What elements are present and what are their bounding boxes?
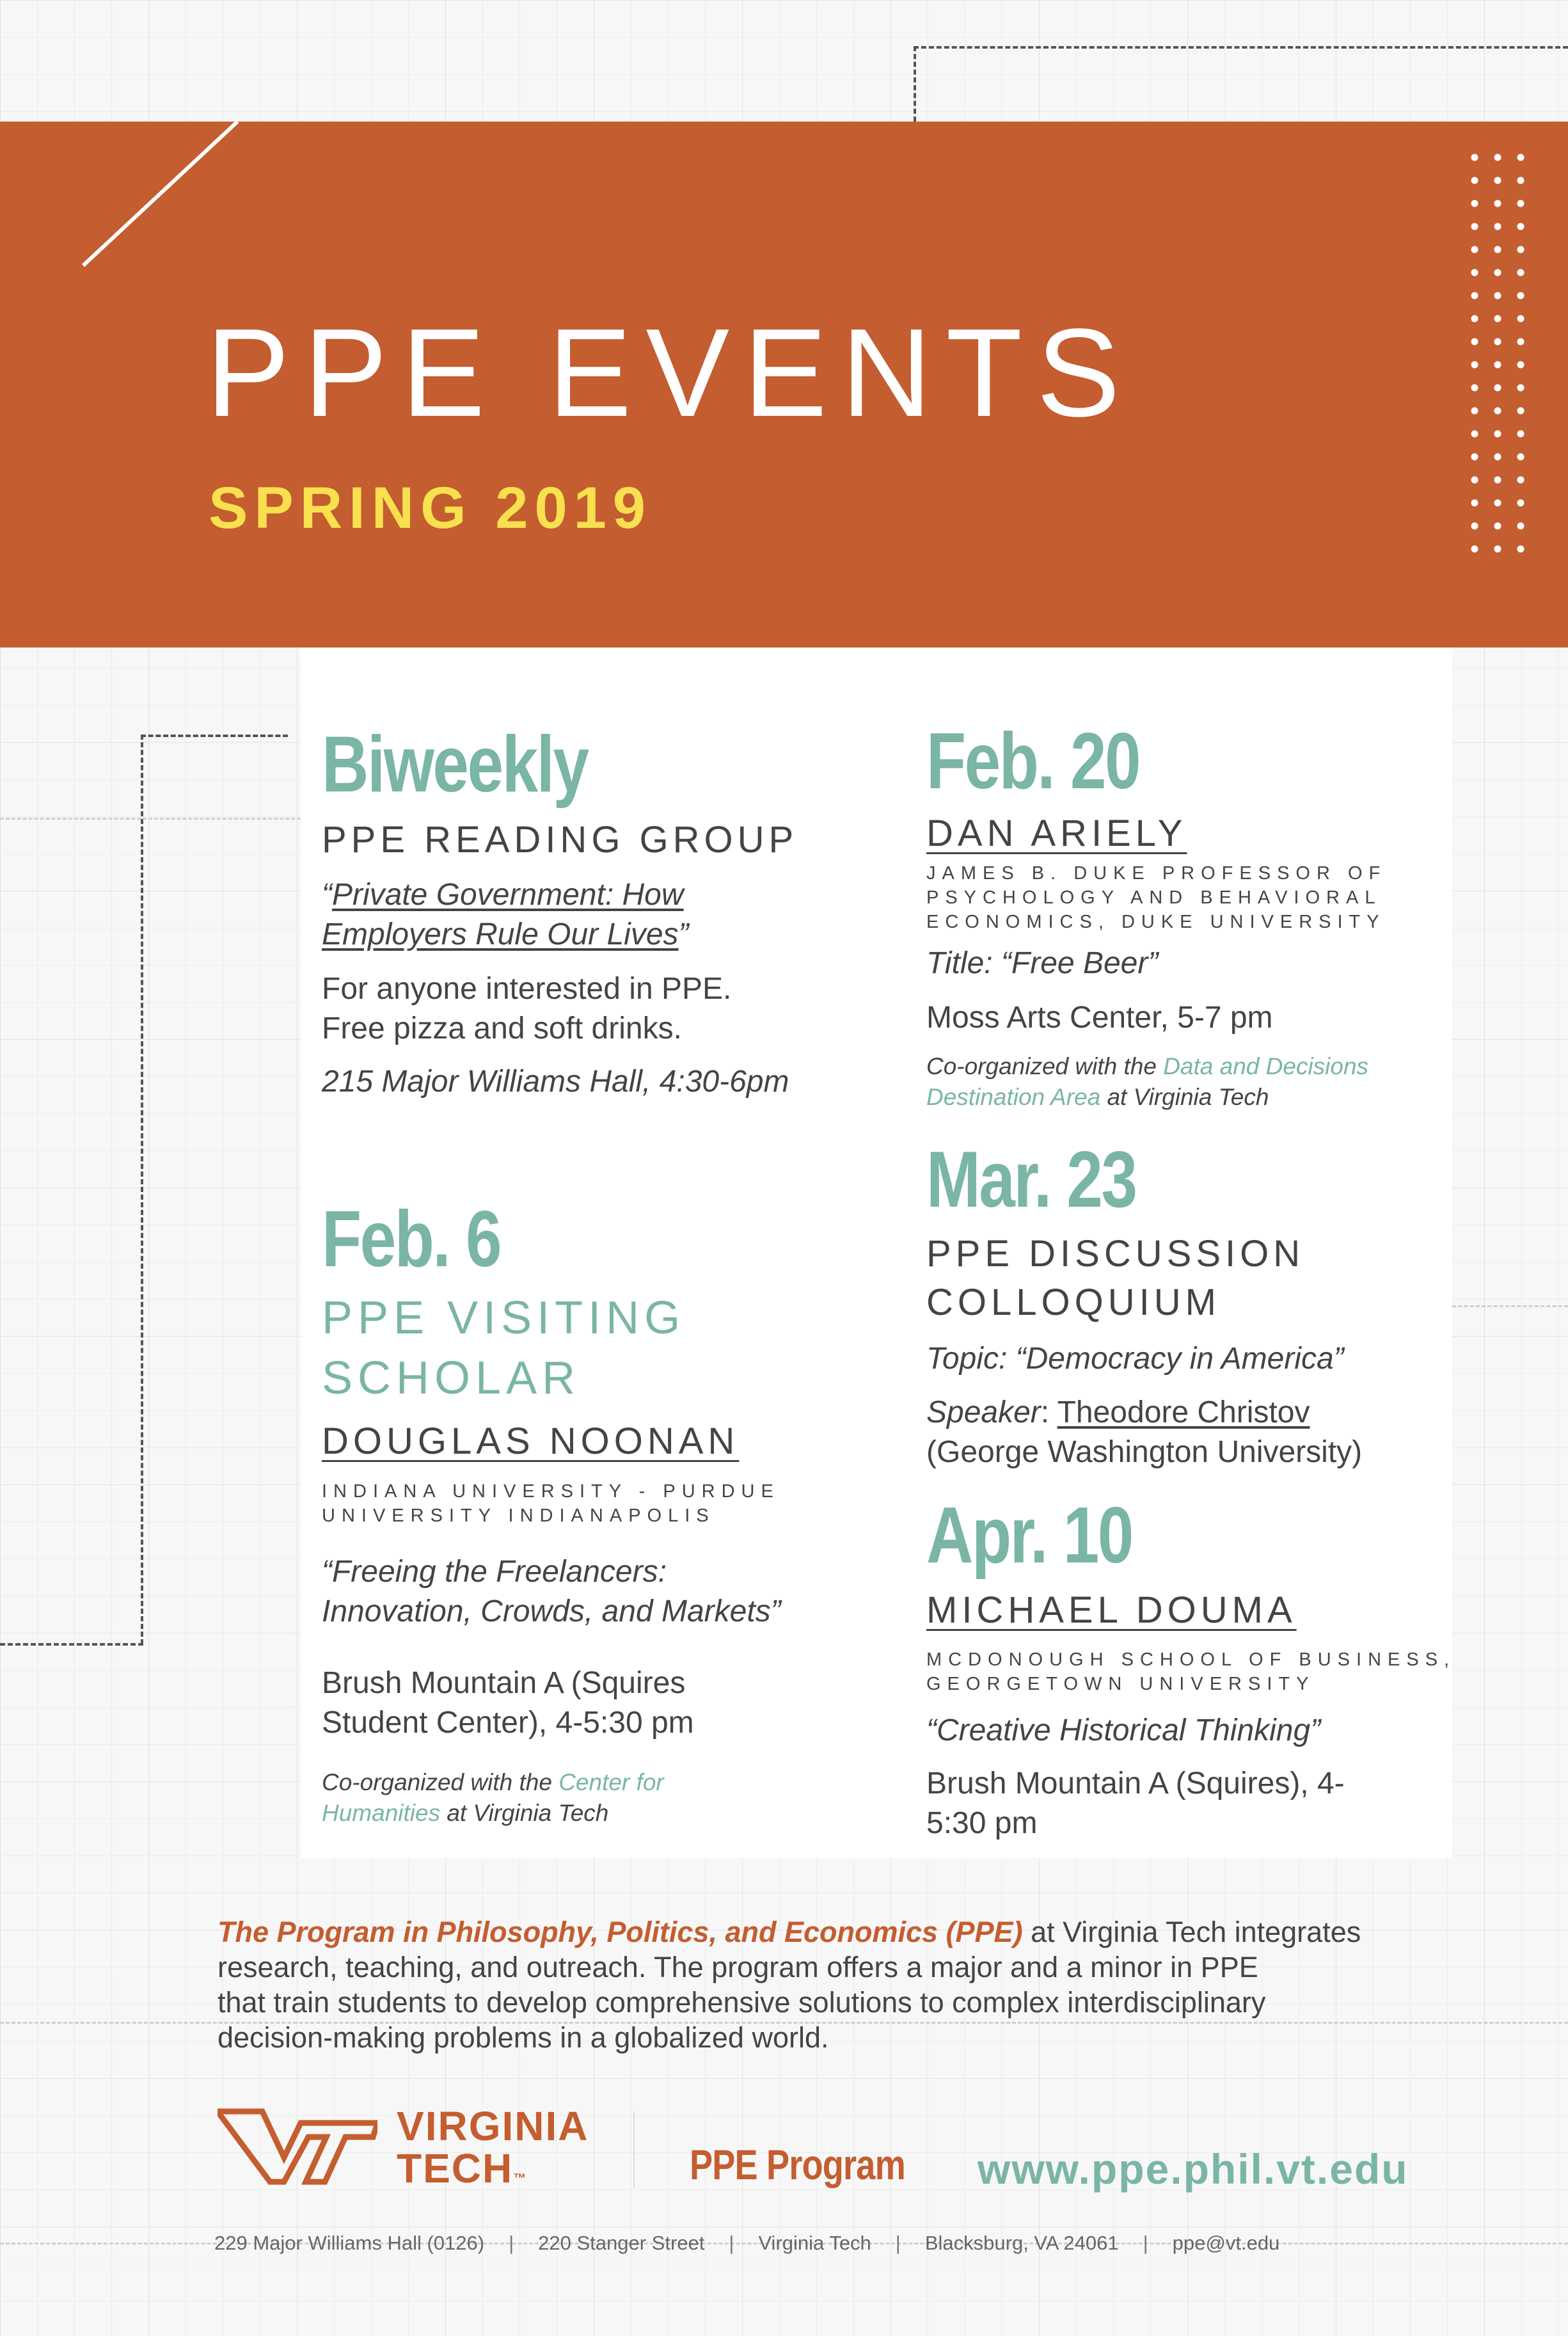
footer-email[interactable]: ppe@vt.edu [1172, 2232, 1280, 2254]
feb20-affiliation-line2: PSYCHOLOGY AND BEHAVIORAL [926, 887, 1382, 908]
data-decisions-link-cont[interactable]: Destination Area [926, 1084, 1101, 1110]
vt-logo-icon [218, 2104, 377, 2187]
feb6-affiliation-line2: UNIVERSITY INDIANAPOLIS [322, 1506, 715, 1526]
event-date-feb20: Feb. 20 [926, 717, 1140, 806]
footer-separator: | [729, 2232, 734, 2254]
website-link[interactable]: www.ppe.phil.vt.edu [978, 2145, 1409, 2193]
book-open-quote: “ [322, 878, 332, 912]
book-title-line1: Private Government: How [331, 878, 684, 912]
mar23-speaker-colon: : [1040, 1395, 1057, 1429]
feb20-coorg-prefix: Co-organized with the [926, 1053, 1164, 1079]
trademark-symbol: ™ [513, 2172, 528, 2186]
reading-group-location: 215 Major Williams Hall, 4:30-6pm [322, 1065, 789, 1099]
decorative-dot-column [1493, 146, 1502, 568]
center-for-humanities-link-cont[interactable]: Humanities [322, 1800, 441, 1826]
event-date-biweekly: Biweekly [322, 720, 588, 809]
mar23-heading-line2: COLLOQUIUM [926, 1282, 1221, 1323]
virginia-tech-wordmark [397, 2105, 589, 2200]
footer-separator: | [895, 2232, 901, 2254]
center-for-humanities-link[interactable]: Center for [558, 1769, 664, 1795]
feb6-location-line1: Brush Mountain A (Squires [322, 1666, 686, 1700]
mar23-speaker-affiliation: (George Washington University) [926, 1435, 1363, 1469]
feb20-location: Moss Arts Center, 5-7 pm [926, 1001, 1273, 1035]
page-title: PPE EVENTS [206, 303, 1134, 443]
apr10-speaker-name: MICHAEL DOUMA [926, 1589, 1297, 1631]
footer-separator: | [509, 2232, 514, 2254]
decorative-light-dash [1452, 1305, 1568, 1307]
decorative-dash-left-top [141, 735, 288, 737]
program-desc-line4: decision-making problems in a globalized world. [218, 2021, 829, 2054]
program-description [218, 1914, 1433, 2055]
apr10-speaker-affiliation [926, 1648, 1455, 1696]
apr10-location-line2: 5:30 pm [926, 1806, 1038, 1840]
feb20-speaker-name: DAN ARIELY [926, 813, 1187, 854]
footer-address: 229 Major Williams Hall (0126) [214, 2232, 485, 2254]
apr10-affiliation-line2: GEORGETOWN UNIVERSITY [926, 1674, 1315, 1694]
decorative-light-dash [0, 818, 301, 820]
event-date-feb6: Feb. 6 [322, 1195, 501, 1283]
mar23-speaker-label: Speaker [926, 1395, 1041, 1429]
feb20-speaker-affiliation [926, 861, 1386, 934]
feb20-affiliation-line1: JAMES B. DUKE PROFESSOR OF [926, 863, 1387, 884]
feb6-location [322, 1664, 694, 1743]
event-date-mar23: Mar. 23 [926, 1136, 1136, 1224]
feb6-coorg-suffix: at Virginia Tech [440, 1800, 609, 1826]
decorative-dash-left-bottom [0, 1643, 143, 1646]
feb6-coorg-prefix: Co-organized with the [322, 1769, 559, 1795]
feb6-heading-line1: PPE VISITING [322, 1292, 686, 1344]
feb6-location-line2: Student Center), 4-5:30 pm [322, 1706, 694, 1740]
apr10-affiliation-line1: MCDONOUGH SCHOOL OF BUSINESS, [926, 1649, 1456, 1670]
ppe-program-wordmark: PPE Program [690, 2141, 905, 2188]
program-desc-line3: that train students to develop comprehensive solutions to complex interdisciplinary [218, 1986, 1266, 2019]
apr10-location-line1: Brush Mountain A (Squires), 4- [926, 1767, 1345, 1800]
feb6-talk-line1: “Freeing the Freelancers: [322, 1555, 667, 1589]
vt-wordmark-line2: TECH [397, 2145, 514, 2191]
footer-separator: | [1143, 2232, 1148, 2254]
feb6-talk-title [322, 1552, 781, 1632]
feb6-heading [322, 1288, 685, 1408]
event-date-apr10: Apr. 10 [926, 1491, 1132, 1580]
decorative-dash-top [914, 46, 1568, 49]
decorative-dot-column [1516, 146, 1525, 568]
feb6-affiliation-line1: INDIANA UNIVERSITY - PURDUE [322, 1481, 780, 1502]
reading-group-heading: PPE READING GROUP [322, 819, 798, 861]
apr10-location [926, 1764, 1345, 1843]
reading-group-description [322, 969, 731, 1049]
feb6-talk-line2: Innovation, Crowds, and Markets” [322, 1594, 781, 1628]
mar23-heading [926, 1230, 1304, 1327]
footer-street: 220 Stanger Street [538, 2232, 705, 2254]
mar23-speaker-name: Theodore Christov [1057, 1395, 1310, 1429]
vt-wordmark-line1: VIRGINIA [397, 2103, 589, 2149]
feb20-talk-title: Title: “Free Beer” [926, 946, 1159, 980]
program-desc-line2: research, teaching, and outreach. The program offers a major and a minor in PPE [218, 1951, 1258, 1983]
reading-group-book-title [322, 875, 689, 955]
feb6-speaker-name: DOUGLAS NOONAN [322, 1420, 740, 1462]
feb6-speaker-affiliation [322, 1479, 780, 1528]
book-title-line2: Employers Rule Our Lives [322, 918, 679, 951]
mar23-speaker [926, 1393, 1362, 1472]
program-desc-line1: at Virginia Tech integrates [1022, 1916, 1361, 1948]
footer-city: Blacksburg, VA 24061 [924, 2232, 1119, 2254]
data-decisions-link[interactable]: Data and Decisions [1163, 1053, 1369, 1079]
page-subtitle: SPRING 2019 [209, 475, 652, 541]
feb20-affiliation-line3: ECONOMICS, DUKE UNIVERSITY [926, 912, 1386, 932]
apr10-talk-title: “Creative Historical Thinking” [926, 1713, 1321, 1747]
feb20-coorg-suffix: at Virginia Tech [1100, 1084, 1269, 1110]
decorative-dot-column [1470, 146, 1479, 568]
reading-group-desc-line1: For anyone interested in PPE. [322, 972, 732, 1006]
feb6-heading-line2: SCHOLAR [322, 1353, 581, 1404]
decorative-dash-left-vertical [141, 735, 143, 1644]
decorative-dash-top-vertical [914, 46, 916, 122]
footer-contact [214, 2232, 1279, 2255]
book-close-quote: ” [678, 918, 689, 951]
mar23-heading-line1: PPE DISCUSSION [926, 1233, 1305, 1275]
program-name: The Program in Philosophy, Politics, and Economics (PPE) [218, 1916, 1023, 1948]
mar23-topic: Topic: “Democracy in America” [926, 1342, 1344, 1376]
feb20-coorganizer [926, 1051, 1368, 1113]
feb6-coorganizer [322, 1767, 664, 1829]
branding-divider [633, 2111, 635, 2188]
reading-group-desc-line2: Free pizza and soft drinks. [322, 1012, 682, 1045]
footer-institution: Virginia Tech [758, 2232, 871, 2254]
